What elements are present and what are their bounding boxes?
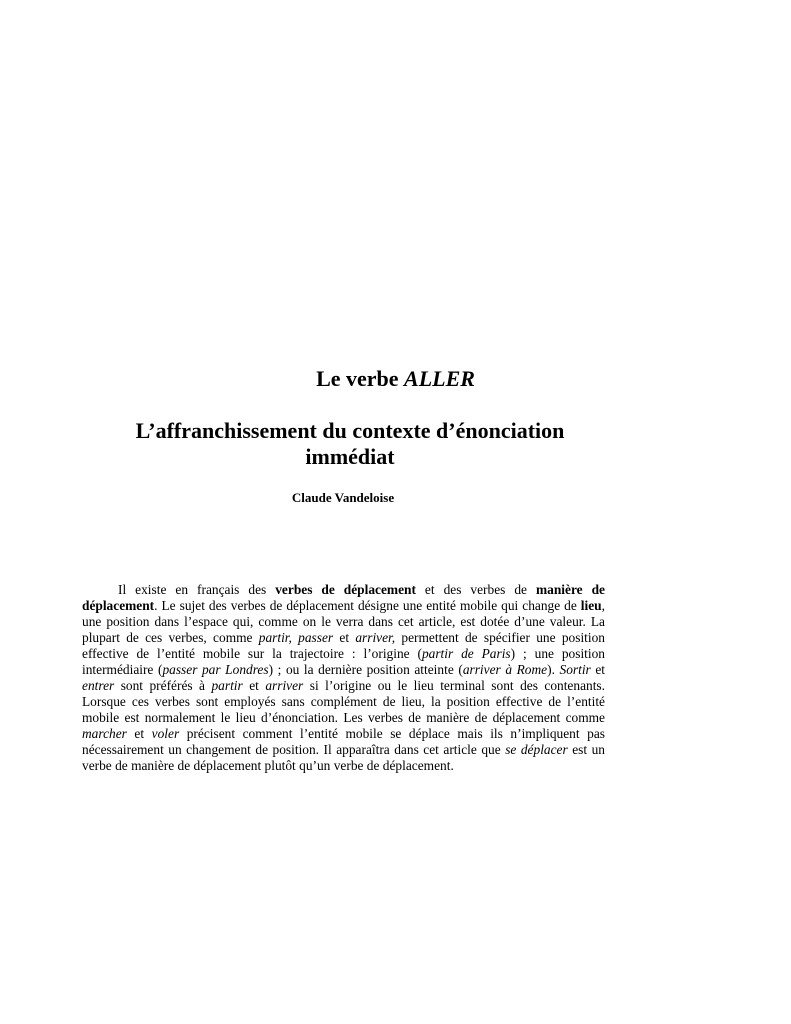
example-arriver-a-rome: arriver à Rome [462, 662, 548, 677]
example-verbs: partir, passer [258, 630, 334, 645]
abstract-text: ) ; une position intermédiaire ( [82, 646, 605, 677]
paper-subtitle: L’affranchissement du contexte d’énonciation immédiat [135, 418, 565, 469]
abstract-text: précisent comment l’entité mobile se déplace mais ils n’impliquent pas nécessairement un changement de position. Il apparaîtra dans cet article que [82, 726, 606, 757]
title-prefix: Le verbe [316, 366, 405, 391]
title-verb: ALLER [404, 366, 475, 391]
term-lieu: lieu [580, 598, 602, 613]
abstract-text: Il existe en français des [118, 582, 276, 597]
example-arriver: arriver [265, 678, 304, 693]
abstract-text: et [333, 630, 356, 645]
abstract-text: et [590, 662, 606, 677]
abstract-text: ) ; ou la dernière position atteinte ( [268, 662, 463, 677]
abstract-text: permettent de spécifier une position effective de l’entité mobile sur la trajectoire : l’origine ( [82, 630, 605, 661]
term-verbes-deplacement: verbes de déplacement [275, 582, 416, 597]
abstract-text: et [242, 678, 266, 693]
paper-title [0, 364, 791, 394]
author-name: Claude Vandeloise [291, 490, 395, 505]
example-partir-de-paris: partir de Paris [421, 646, 511, 661]
example-entrer: entrer [82, 678, 115, 693]
abstract-text: et [126, 726, 152, 741]
abstract-text: . Le sujet des verbes de déplacement désigne une entité mobile qui change de [154, 598, 581, 613]
example-partir: partir [211, 678, 243, 693]
abstract-text: ). [547, 662, 560, 677]
abstract-text: est un verbe de manière de déplacement plutôt qu’un verbe de déplacement. [82, 742, 605, 773]
example-sortir: Sortir [559, 662, 591, 677]
example-marcher: marcher [82, 726, 127, 741]
abstract-text: si l’origine ou le lieu terminal sont des contenants. Lorsque ces verbes sont employés sans complément de lieu, la position effective de l’entité mobile est normalement le lieu d’énonciation. Les verbes de manière de déplacement comme [82, 678, 605, 725]
term-maniere-deplacement: manière de déplacement [82, 582, 605, 613]
example-se-deplacer: se déplacer [505, 742, 568, 757]
abstract-text: sont préférés à [114, 678, 212, 693]
abstract-text: et des verbes de [415, 582, 536, 597]
example-voler: voler [151, 726, 180, 741]
abstract-paragraph [82, 582, 605, 774]
example-verb-arriver: arriver, [355, 630, 396, 645]
abstract-text: , une position dans l’espace qui, comme on le verra dans cet article, est dotée d’une valeur. La plupart de ces verbes, comme [82, 598, 605, 645]
example-passer-par-londres: passer par Londres [162, 662, 269, 677]
